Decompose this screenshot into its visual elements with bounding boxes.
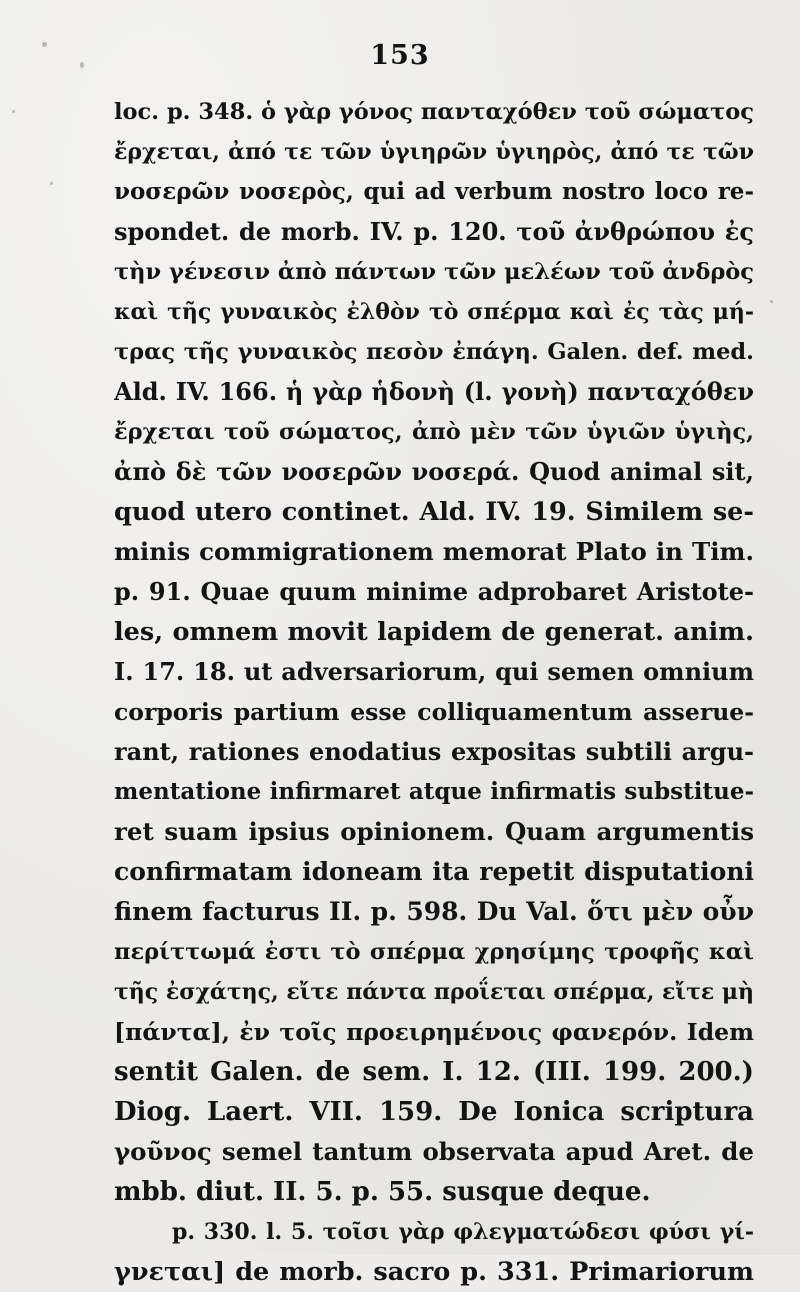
paper-speck bbox=[50, 182, 53, 185]
text-line: καὶ τῆς γυναικὸς ἐλθὸν τὸ σπέρμα καὶ ἐς τὰς μή- bbox=[114, 299, 754, 325]
text-line: quod utero continet. Ald. IV. 19. Similem se- bbox=[114, 497, 754, 527]
text-line: corporis partium esse colliquamentum asserue- bbox=[114, 698, 754, 726]
text-line: rant, rationes enodatius expositas subtili argu- bbox=[114, 737, 754, 766]
paper-speck bbox=[770, 300, 773, 303]
text-line: p. 330. l. 5. τοῖσι γὰρ φλεγματώδεσι φύσι γί- bbox=[172, 1219, 754, 1245]
page-number: 153 bbox=[370, 40, 430, 71]
text-line: τρας τῆς γυναικὸς πεσὸν ἐπάγη. Galen. def. med. bbox=[114, 339, 754, 365]
text-line: [πάντα], ἐν τοῖς προειρημένοις φανερόν. Idem bbox=[114, 1018, 754, 1046]
text-line: mentatione infirmaret atque infirmatis substitue- bbox=[114, 778, 754, 805]
paper-speck bbox=[12, 110, 15, 113]
paper-speck bbox=[42, 42, 47, 47]
text-line: I. 17. 18. ut adversariorum, qui semen omnium bbox=[114, 657, 754, 686]
text-line: spondet. de morb. IV. p. 120. τοῦ ἀνθρώπου ἐς bbox=[114, 217, 754, 246]
text-line: Diog. Laert. VII. 159. De Ionica scriptura bbox=[114, 1097, 754, 1127]
text-line: ἀπὸ δὲ τῶν νοσερῶν νοσερά. Quod animal sit, bbox=[114, 457, 754, 486]
text-line: mbb. diut. II. 5. p. 55. susque deque. bbox=[114, 1177, 651, 1207]
text-line: τῆς ἐσχάτης, εἴτε πάντα προΐεται σπέρμα, εἴτε μὴ bbox=[114, 979, 754, 1005]
text-line: les, omnem movit lapidem de generat. anim. bbox=[114, 617, 754, 647]
paper-speck bbox=[80, 62, 84, 68]
text-line: περίττωμά ἐστι τὸ σπέρμα χρησίμης τροφῆς καὶ bbox=[114, 939, 754, 965]
text-line: p. 91. Quae quum minime adprobaret Aristote- bbox=[114, 577, 754, 606]
text-line: sentit Galen. de sem. I. 12. (III. 199. 200.) bbox=[114, 1057, 754, 1087]
text-line: νοσερῶν νοσερὸς, qui ad verbum nostro loco re- bbox=[114, 178, 754, 205]
text-line: confirmatam idoneam ita repetit disputationi bbox=[114, 857, 754, 886]
text-line: loc. p. 348. ὁ γὰρ γόνος πανταχόθεν τοῦ σώματος bbox=[114, 99, 754, 125]
text-line: ἔρχεται, ἀπό τε τῶν ὑγιηρῶν ὑγιηρὸς, ἀπό τε τῶν bbox=[114, 139, 754, 165]
text-line: finem facturus II. p. 598. Du Val. ὅτι μὲν οὖν bbox=[114, 897, 754, 926]
text-line: Ald. IV. 166. ἡ γὰρ ἡδονὴ (l. γονὴ) πανταχόθεν bbox=[114, 377, 754, 406]
text-line: γοῦνος semel tantum observata apud Aret. de bbox=[114, 1137, 754, 1166]
text-line: γνεται] de morb. sacro p. 331. Primariorum bbox=[114, 1257, 754, 1287]
text-line: minis commigrationem memorat Plato in Tim. bbox=[114, 537, 754, 566]
text-line: ἔρχεται τοῦ σώματος, ἀπὸ μὲν τῶν ὑγιῶν ὑγιὴς, bbox=[114, 419, 754, 445]
text-line: τὴν γένεσιν ἀπὸ πάντων τῶν μελέων τοῦ ἀνδρὸς bbox=[114, 259, 754, 285]
body-text bbox=[114, 92, 754, 1292]
text-line: ret suam ipsius opinionem. Quam argumentis bbox=[114, 817, 754, 846]
